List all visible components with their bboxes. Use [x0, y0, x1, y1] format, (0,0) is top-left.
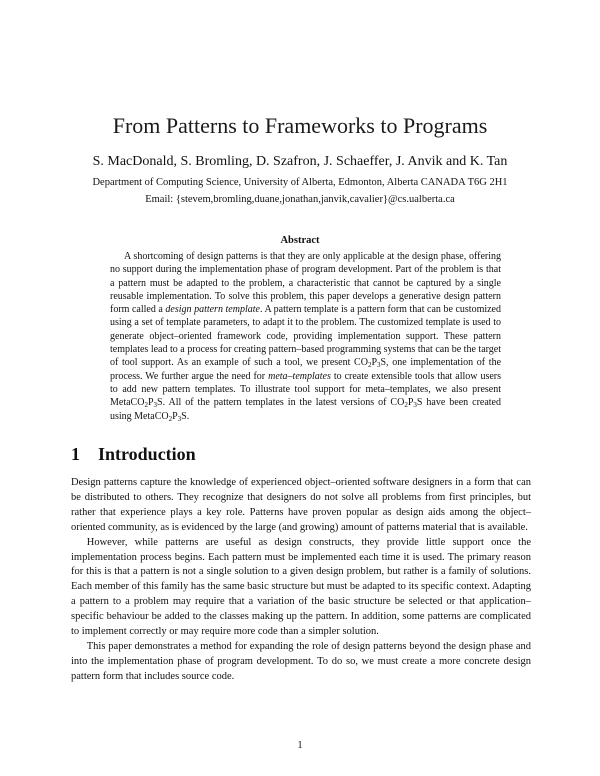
page-number: 1 [297, 740, 303, 751]
abstract-heading: Abstract [280, 235, 320, 246]
paragraph-1: Design patterns capture the knowledge of experienced object–oriented software designers in a form that can be distributed to others. They recognize that designers do not solve all problems from first principles, but rather that experience plays a key role. Patterns have proven popular as design aids among the object–oriented community, as is evidenced by the large (and growing) amount of patterns material that is available. [71, 477, 531, 533]
section-heading [71, 443, 196, 465]
affiliation: Department of Computing Science, University of Alberta, Edmonton, Alberta CANADA T6G 2H1 [92, 177, 508, 188]
paragraph-3: This paper demonstrates a method for expanding the role of design patterns beyond the design phase and into the implementation phase of program development. To do so, we must create a more concrete design pattern form that includes source code. [71, 640, 531, 682]
term-design-pattern-template: design pattern template [165, 304, 260, 316]
term-meta-templates: meta–templates [268, 370, 331, 382]
section-number: 1 [71, 444, 80, 464]
section-title: Introduction [98, 444, 196, 464]
paper-title: From Patterns to Frameworks to Programs [112, 113, 488, 138]
author-list: S. MacDonald, S. Bromling, D. Szafron, J. Schaeffer, J. Anvik and K. Tan [92, 154, 508, 169]
section-body [71, 476, 531, 685]
paragraph-2: However, while patterns are useful as design constructs, they provide little support once the implementation process begins. Each pattern must be implemented each time it is used. The primary reason for this is that a pattern is not a single solution to a given design problem, but rather is a family of solutions. Each member of this family has the same basic structure but must be adapted to its specific context. Adapting a pattern to a problem may require that a variation of the basic structure be selected or that application–specific behaviour be added to the classes making up the pattern. In addition, some patterns are complicated to implement correctly or may require more code than a simpler solution. [71, 536, 531, 638]
email-line: Email: {stevem,bromling,duane,jonathan,janvik,cavalier}@cs.ualberta.ca [145, 194, 455, 205]
abstract-text: A shortcoming of design patterns is that they are only applicable at the design phase, offering no support during the implementation phase of program development. Part of the problem is that a pattern must be adapted to the problem, a characteristic that cannot be captured by a single reusable implementation. To solve this problem, this paper develops a generative design pattern form called a design pattern template. A pattern template is a pattern form that can be customized using a set of template parameters, to adapt it to the problem. The customized template is used to generate object–oriented framework code, providing implementation support. These pattern templates lead to a process for creating pattern–based programming systems that can be the target of tool support. As an example of such a tool, we present $CO_2P_3S$, one implementation of the process. We further argue the need for meta–templates to create extensible tools that allow users to add new pattern templates. To illustrate tool support for meta–templates, we also present $MetaCO_2P_3S$. All of the pattern templates in the latest versions of $CO_2P_3S$ have been created using $MetaCO_2P_3S$. [110, 251, 502, 423]
